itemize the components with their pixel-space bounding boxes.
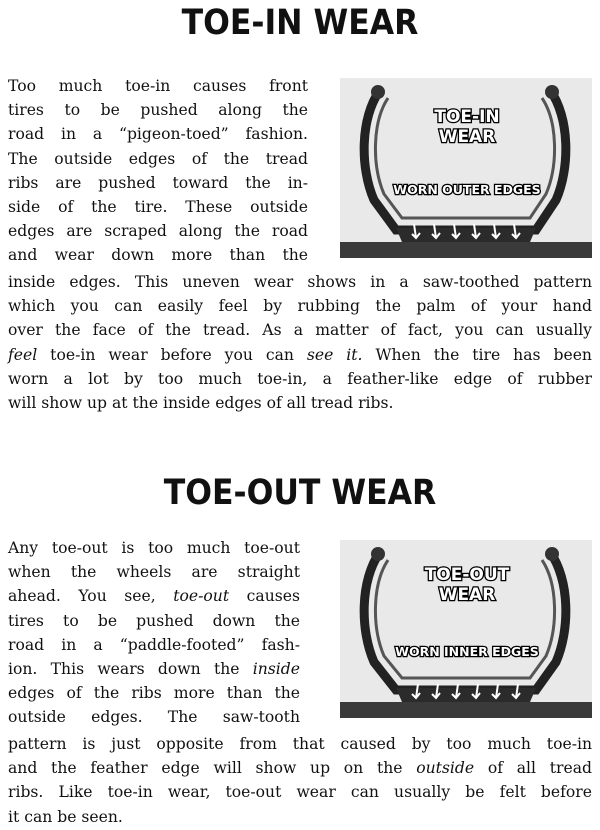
text-line: road in a “pigeon-toed” fashion. [8,125,308,144]
text-line: edges of the ribs more than the [8,684,300,703]
text-line: Any toe-out is too much toe-out [8,539,300,557]
toe-in-figure [340,78,592,258]
road-surface [340,702,592,718]
toe-out-continuation [8,732,592,829]
text-line: Too much toe-in causes front [8,77,308,95]
figure-title-line2: WEAR [438,585,496,605]
toe-out-heading: TOE-OUT WEAR [163,473,437,513]
text-line: tires to be pushed down the [8,611,300,630]
text-line: ribs. Like toe-in wear, toe-out wear can usually be felt before [8,783,592,802]
text-line: road in a “paddle-footed” fash- [8,635,300,654]
tire-illustration [340,78,592,258]
toe-in-heading: TOE-IN WEAR [181,3,419,43]
figure-title-line1: TOE-IN [434,107,500,127]
worn-edges-label: WORN OUTER EDGES [393,182,541,197]
text-line: when the wheels are straight [8,563,300,582]
text-line: and wear down more than the [8,246,308,265]
text-line: ahead. You see, toe-out causes [8,587,300,606]
toe-in-continuation [8,270,592,415]
text-line: outside edges. The saw-tooth [8,708,300,727]
text-line: pattern is just opposite from that caused by too much toe-in [8,735,592,753]
text-line: which you can easily feel by rubbing the palm of your hand [8,297,592,316]
text-line: tires to be pushed along the [8,101,308,120]
toe-out-paragraph [8,536,300,730]
figure-title-line1: TOE-OUT [424,565,510,585]
text-line: it can be seen. [8,807,123,826]
text-line: inside edges. This uneven wear shows in a saw-toothed pattern [8,273,592,291]
text-line: The outside edges of the tread [8,149,308,168]
worn-edges-label: WORN INNER EDGES [395,644,539,659]
road-surface [340,242,592,258]
toe-in-paragraph [8,74,308,268]
text-line: edges are scraped along the road [8,222,308,241]
text-line: side of the tire. These outside [8,198,308,217]
text-line: ribs are pushed toward the in- [8,173,308,192]
text-line: will show up at the inside edges of all tread ribs. [8,394,394,413]
figure-title-line2: WEAR [438,127,496,147]
toe-out-figure [340,540,592,718]
tire-illustration [340,540,592,718]
text-line: and the feather edge will show up on the outside of all tread [8,759,592,778]
text-line: worn a lot by too much toe-in, a feather-like edge of rubber [8,369,592,388]
text-line: ion. This wears down the inside [8,660,300,679]
text-line: over the face of the tread. As a matter of fact, you can usually [8,321,592,340]
text-line: feel toe-in wear before you can see it. When the tire has been [8,345,592,364]
